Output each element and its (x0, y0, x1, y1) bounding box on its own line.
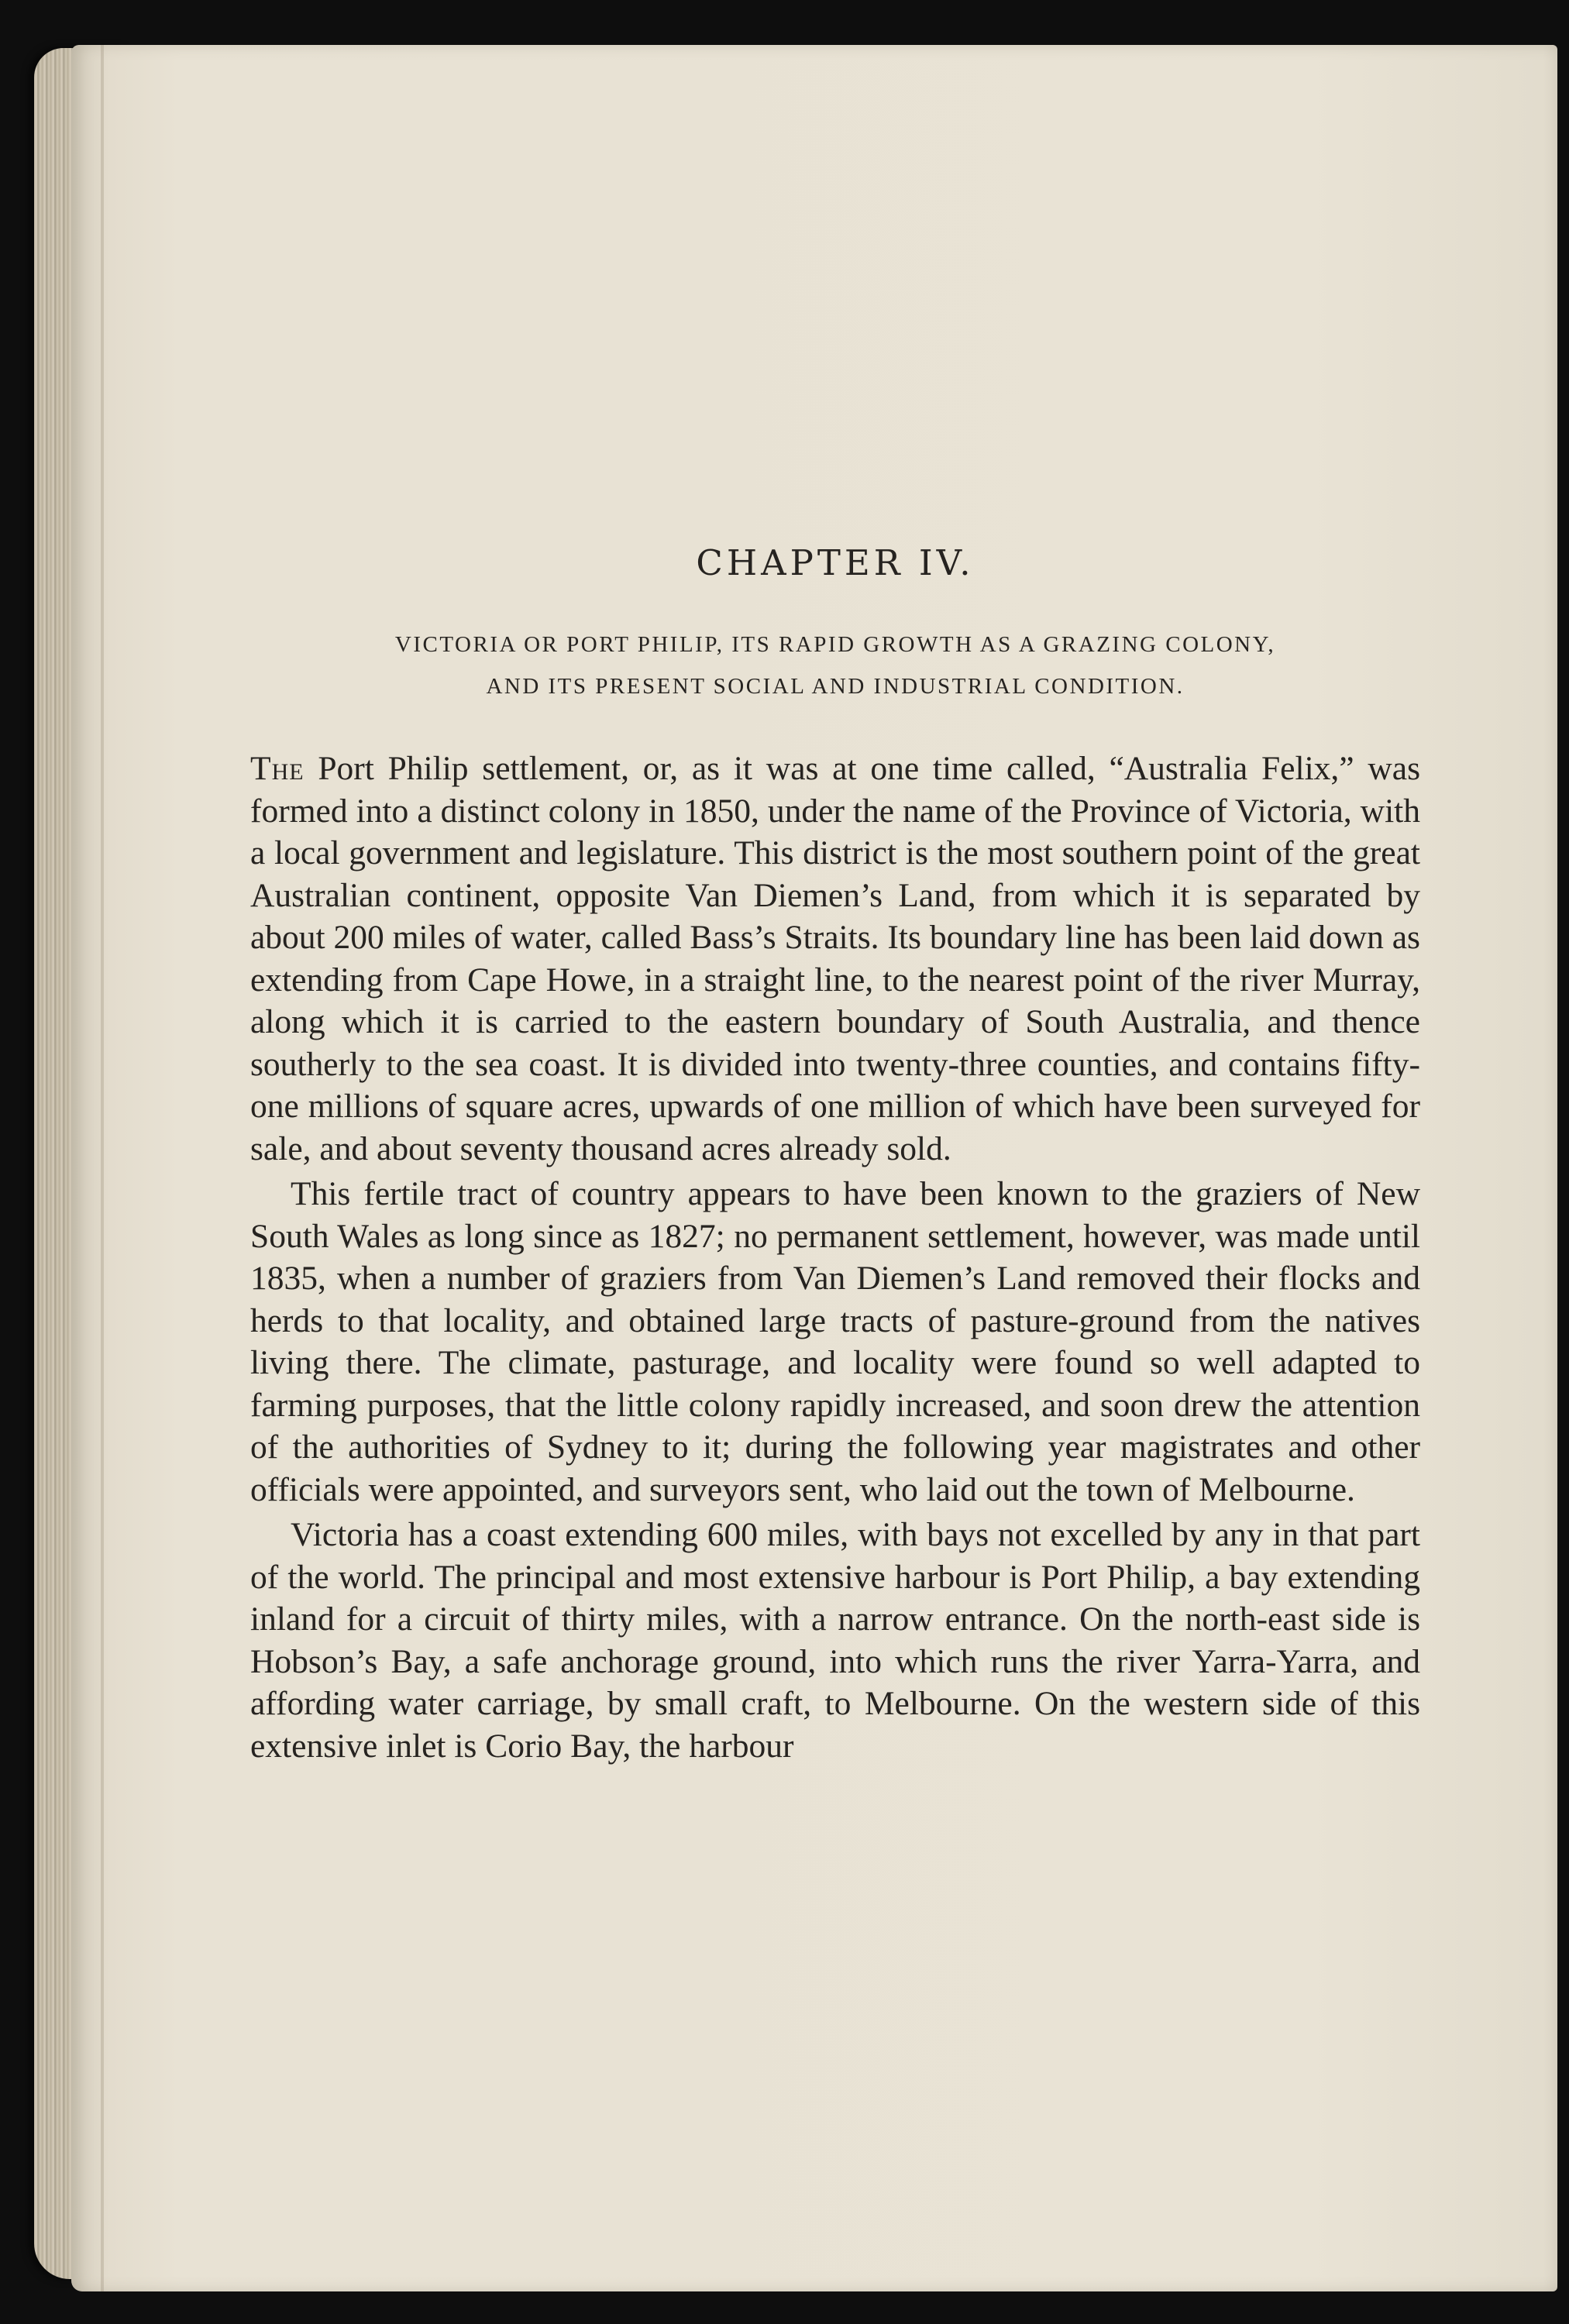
paragraph-2: This fertile tract of country appears to have been known to the graziers of New South Wales as long since as 1827; no permanent settlement, however, was made until 1835, when a number of graziers from Van Diemen’s Land removed their flocks and herds to that locality, and obtained large tracts of pasture-ground from the natives living there. The climate, pasturage, and locality were found so well adapted to farming purposes, that the little colony rapidly increased, and soon drew the attention of the authorities of Sydney to it; during the following year magistrates and other officials were appointed, and surveyors sent, who laid out the town of Melbourne. (250, 1175, 1420, 1508)
page-content (250, 542, 1420, 1767)
paragraph-lead-word: The (250, 750, 305, 787)
chapter-subtitle-line-2: AND ITS PRESENT SOCIAL AND INDUSTRIAL CONDITION. (486, 674, 1185, 699)
chapter-subtitle (250, 624, 1420, 707)
paragraph-3: Victoria has a coast extending 600 miles, with bays not excelled by any in that part of the world. The principal and most extensive harbour is Port Philip, a bay extending inland for a circuit of thirty miles, with a narrow entrance. On the north-east side is Hobson’s Bay, a safe anchorage ground, into which runs the river Yarra-Yarra, and affording water carriage, by small craft, to Melbourne. On the western side of this extensive inlet is Corio Bay, the harbour (250, 1516, 1420, 1765)
paragraph-1-text: Port Philip settlement, or, as it was at one time called, “Australia Felix,” was formed into a distinct colony in 1850, under the name of the Province of Victoria, with a local government and legislature. This district is the most southern point of the great Australian continent, opposite Van Diemen’s Land, from which it is separated by about 200 miles of water, called Bass’s Straits. Its boundary line has been laid down as extending from Cape Howe, in a straight line, to the nearest point of the river Murray, along which it is carried to the eastern boundary of South Australia, and thence southerly to the sea coast. It is divided into twenty-three counties, and contains fifty-one millions of square acres, upwards of one million of which have been surveyed for sale, and about seventy thousand acres already sold. (250, 750, 1420, 1167)
chapter-title: CHAPTER IV. (696, 542, 975, 583)
chapter-subtitle-line-1: VICTORIA OR PORT PHILIP, ITS RAPID GROWTH AS A GRAZING COLONY, (394, 632, 1276, 657)
paragraph-1 (250, 748, 1420, 1170)
